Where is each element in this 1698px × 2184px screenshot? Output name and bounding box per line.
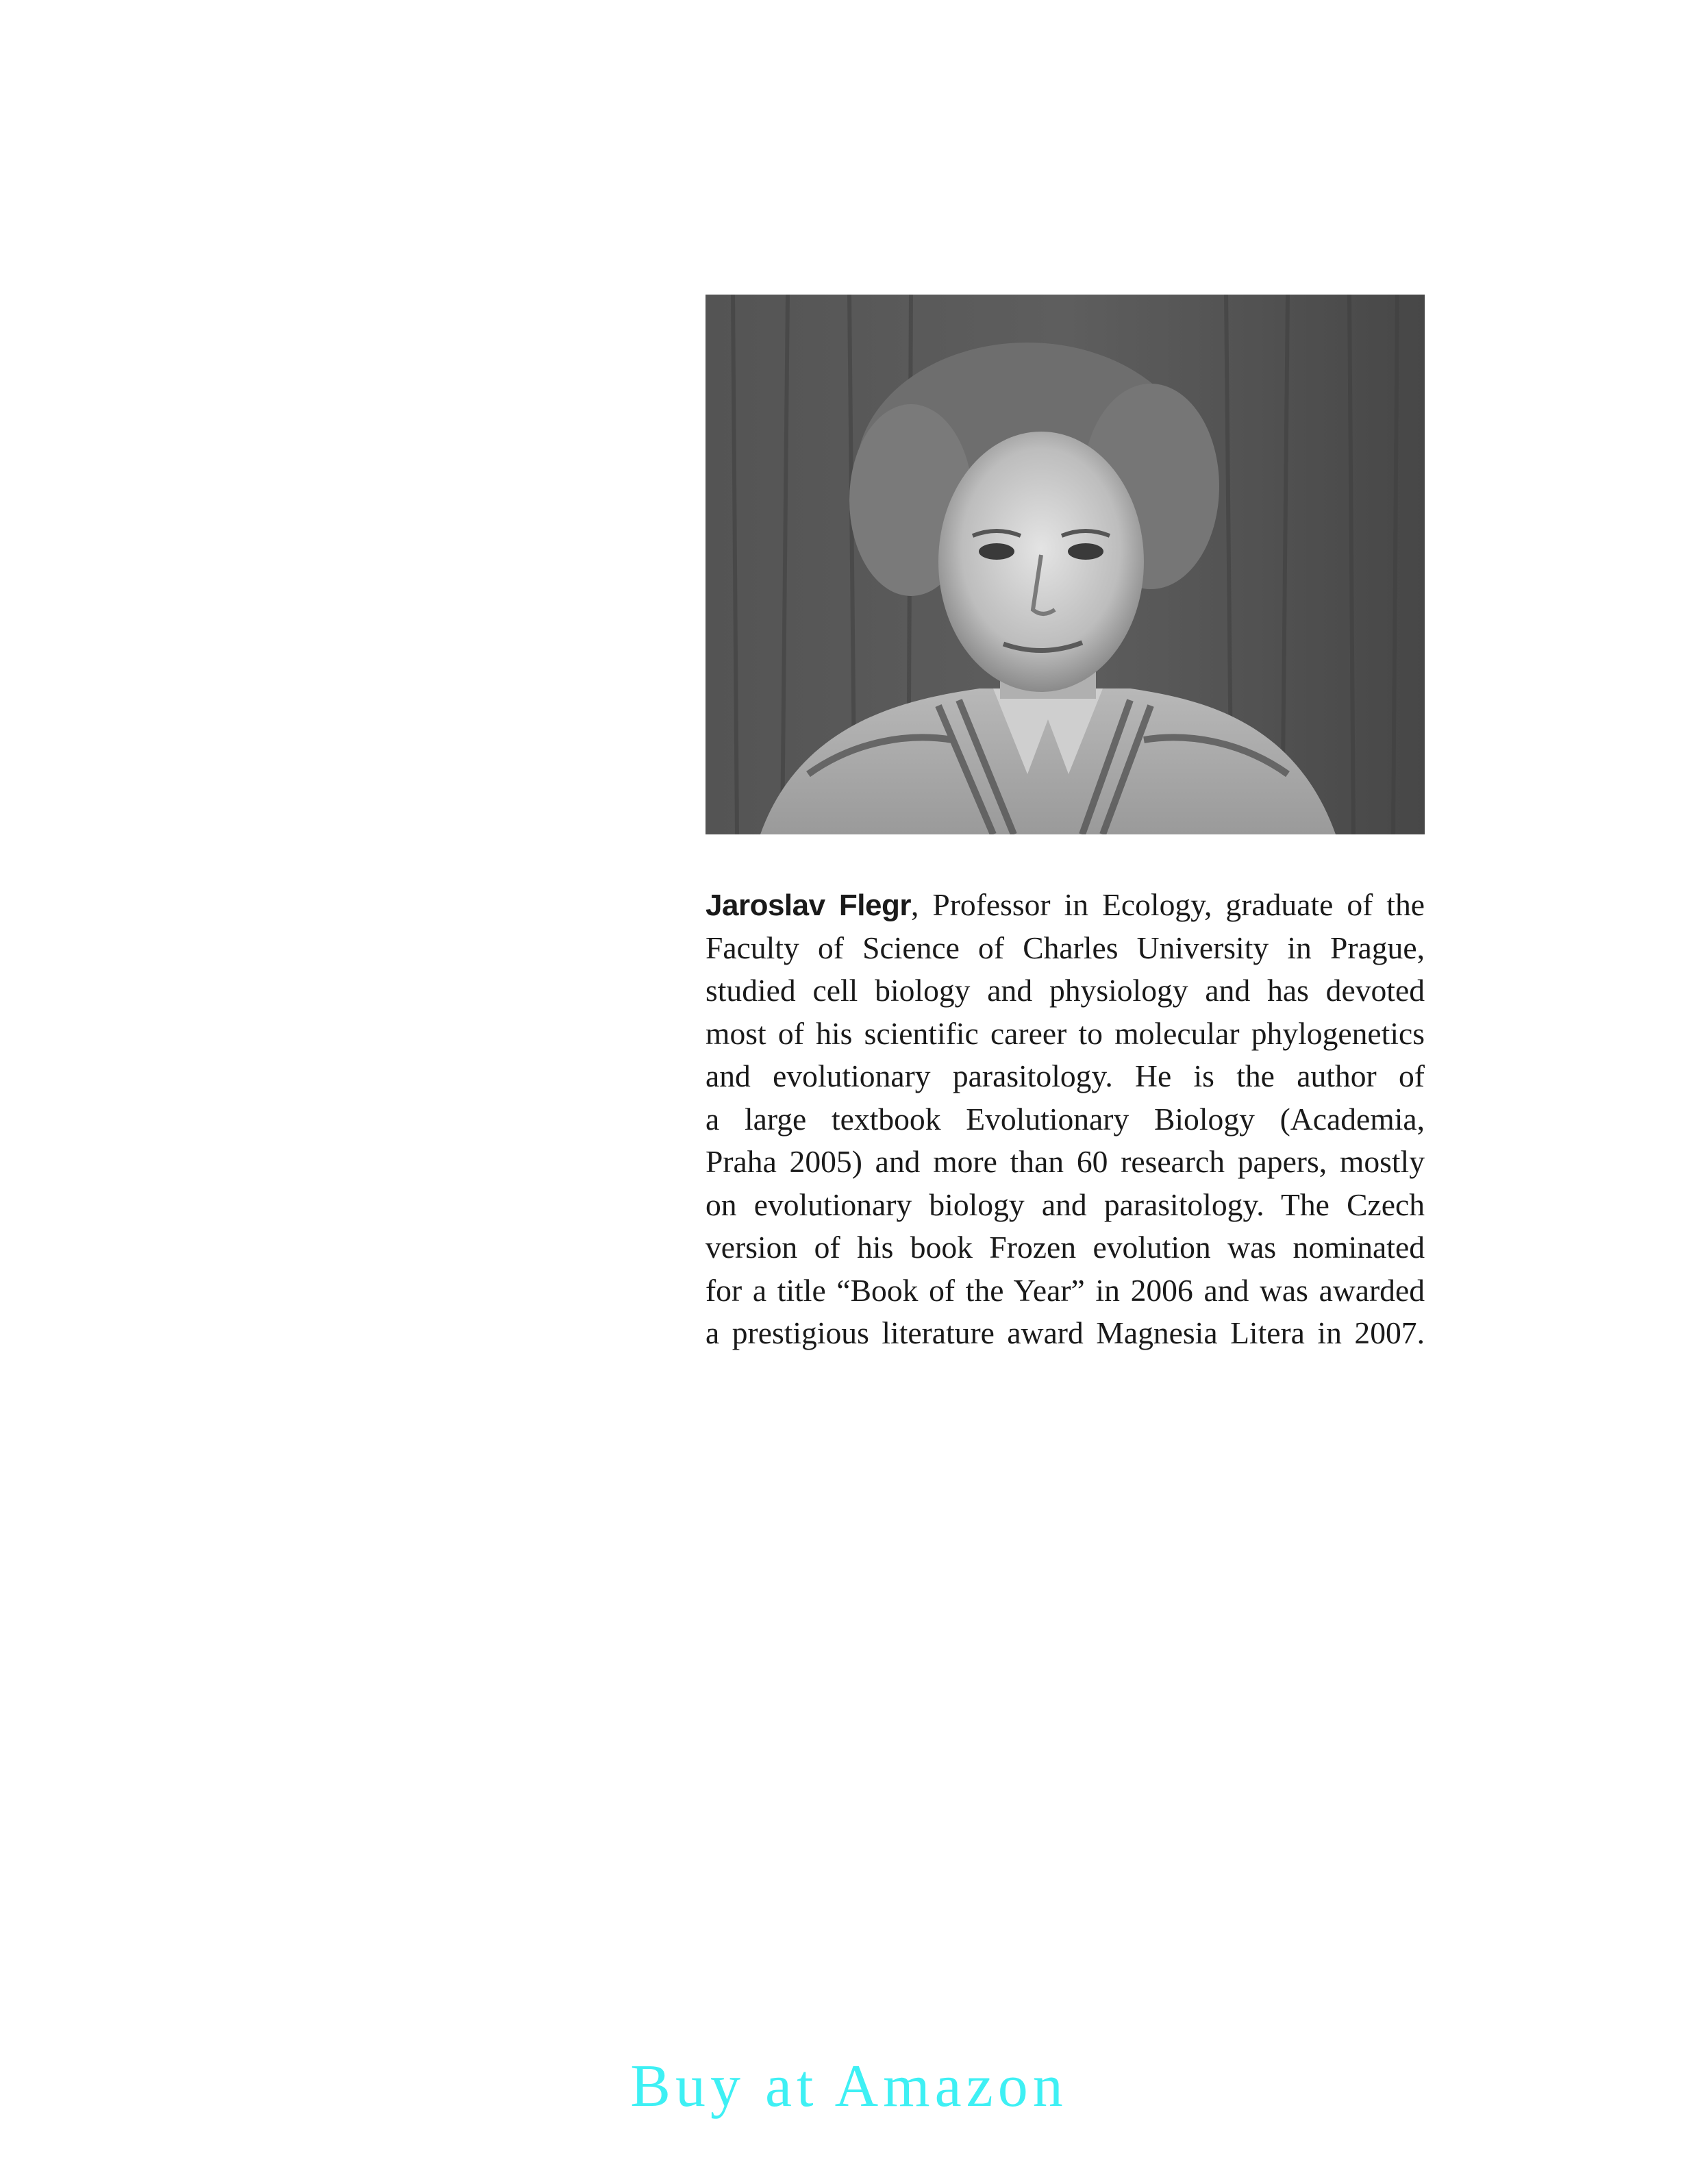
bio-line: Faculty of Science of Charles University in Prague,	[706, 930, 1425, 965]
bio-line: Praha 2005) and more than 60 research papers, mostly	[706, 1144, 1425, 1179]
bio-line-last: a prestigious literature award Magnesia Litera in 2007.	[706, 1315, 1425, 1350]
bio-line: version of his book Frozen evolution was nominated	[706, 1230, 1425, 1265]
bio-line: and evolutionary parasitology. He is the author of	[706, 1058, 1425, 1093]
author-bio	[706, 884, 1425, 1355]
author-photo	[706, 295, 1425, 834]
bio-line: for a title “Book of the Year” in 2006 and was awarded	[706, 1272, 1425, 1308]
bio-line: studied cell biology and physiology and has devoted	[706, 973, 1425, 1008]
author-name: Jaroslav Flegr	[706, 889, 911, 922]
author-portrait-image	[706, 295, 1425, 834]
bio-line: a large textbook Evolutionary Biology (Academia,	[706, 1101, 1425, 1137]
bio-first-line-text: , Professor in Ecology, graduate of the	[910, 887, 1425, 922]
buy-at-amazon-link[interactable]: Buy at Amazon	[630, 2053, 1068, 2120]
bio-line: on evolutionary biology and parasitology. The Czech	[706, 1187, 1425, 1222]
bio-first-line	[706, 884, 1425, 927]
bio-line: most of his scientific career to molecular phylogenetics	[706, 1015, 1425, 1051]
